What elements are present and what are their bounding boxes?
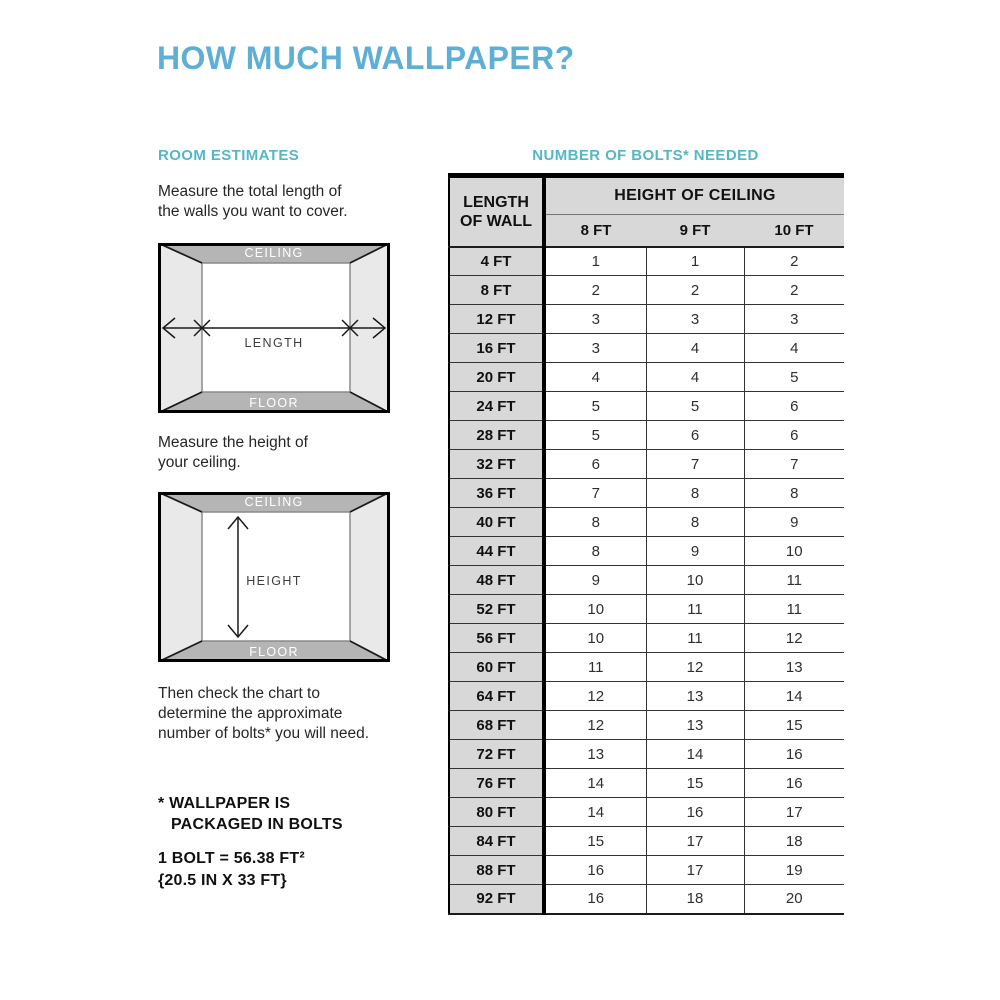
bolts-table	[448, 173, 844, 915]
table-row	[449, 711, 844, 740]
bolts-value-cell: 17	[646, 856, 744, 885]
bolts-table-header	[449, 176, 844, 247]
bolts-value-cell: 8	[544, 508, 646, 537]
table-row	[449, 363, 844, 392]
wall-length-cell: 84 FT	[449, 827, 544, 856]
table-row	[449, 885, 844, 914]
table-row	[449, 798, 844, 827]
step3-line3: number of bolts* you will need.	[158, 725, 370, 742]
bolts-value-cell: 2	[544, 276, 646, 305]
bolts-value-cell: 14	[744, 682, 844, 711]
table-row	[449, 334, 844, 363]
room-estimates-heading: ROOM ESTIMATES	[158, 147, 300, 164]
wall-length-cell: 40 FT	[449, 508, 544, 537]
bolts-value-cell: 9	[544, 566, 646, 595]
bolts-value-cell: 5	[744, 363, 844, 392]
bolt-dimensions-line: {20.5 IN X 33 FT}	[158, 872, 287, 889]
bolts-value-cell: 10	[544, 624, 646, 653]
bolts-value-cell: 6	[744, 421, 844, 450]
bolts-value-cell: 6	[744, 392, 844, 421]
bolts-value-cell: 3	[744, 305, 844, 334]
bolts-value-cell: 14	[544, 798, 646, 827]
bolts-value-cell: 2	[646, 276, 744, 305]
wall-length-cell: 88 FT	[449, 856, 544, 885]
bolts-value-cell: 16	[744, 740, 844, 769]
bolts-value-cell: 15	[544, 827, 646, 856]
footnote-line1: * WALLPAPER IS	[158, 795, 291, 812]
bolts-value-cell: 16	[646, 798, 744, 827]
step2-text	[158, 433, 308, 473]
table-row	[449, 653, 844, 682]
bolts-value-cell: 5	[544, 421, 646, 450]
table-row	[449, 421, 844, 450]
bolts-value-cell: 16	[544, 885, 646, 914]
wall-length-header-line2: OF WALL	[460, 212, 532, 230]
step2-line1: Measure the height of	[158, 434, 308, 451]
bolts-value-cell: 3	[544, 305, 646, 334]
column-header-10ft: 10 FT	[744, 215, 844, 247]
bolt-area-line: 1 BOLT = 56.38 FT²	[158, 850, 305, 867]
wall-length-cell: 60 FT	[449, 653, 544, 682]
wall-length-cell: 36 FT	[449, 479, 544, 508]
bolts-value-cell: 9	[646, 537, 744, 566]
bolt-size-info	[158, 848, 305, 892]
ceiling-label: CEILING	[244, 246, 304, 260]
bolts-value-cell: 10	[744, 537, 844, 566]
table-row	[449, 827, 844, 856]
wall-length-cell: 4 FT	[449, 247, 544, 276]
table-row	[449, 624, 844, 653]
table-row	[449, 769, 844, 798]
bolts-value-cell: 6	[646, 421, 744, 450]
bolts-value-cell: 11	[646, 624, 744, 653]
height-label: HEIGHT	[246, 574, 302, 588]
table-row	[449, 566, 844, 595]
table-row	[449, 247, 844, 276]
step1-line2: the walls you want to cover.	[158, 203, 348, 220]
step1-text	[158, 182, 348, 222]
bolts-value-cell: 12	[544, 711, 646, 740]
bolts-value-cell: 14	[544, 769, 646, 798]
packaging-footnote	[158, 793, 343, 835]
bolts-value-cell: 4	[646, 334, 744, 363]
floor-label: FLOOR	[249, 396, 299, 410]
bolts-value-cell: 18	[646, 885, 744, 914]
bolts-value-cell: 11	[544, 653, 646, 682]
wall-length-cell: 20 FT	[449, 363, 544, 392]
table-row	[449, 508, 844, 537]
bolts-value-cell: 11	[646, 595, 744, 624]
bolts-value-cell: 2	[744, 276, 844, 305]
bolts-value-cell: 13	[744, 653, 844, 682]
bolts-value-cell: 4	[744, 334, 844, 363]
table-row	[449, 276, 844, 305]
column-header-8ft: 8 FT	[544, 215, 646, 247]
wall-length-cell: 68 FT	[449, 711, 544, 740]
column-header-9ft: 9 FT	[646, 215, 744, 247]
wall-length-cell: 24 FT	[449, 392, 544, 421]
ceiling-label: CEILING	[244, 495, 304, 509]
bolts-value-cell: 4	[544, 363, 646, 392]
bolts-table-section	[448, 173, 844, 915]
wall-length-cell: 48 FT	[449, 566, 544, 595]
bolts-value-cell: 17	[744, 798, 844, 827]
wall-length-cell: 12 FT	[449, 305, 544, 334]
bolts-value-cell: 1	[544, 247, 646, 276]
bolts-value-cell: 14	[646, 740, 744, 769]
bolts-value-cell: 7	[646, 450, 744, 479]
wall-length-header-line1: LENGTH	[463, 193, 529, 211]
wall-length-cell: 92 FT	[449, 885, 544, 914]
bolts-value-cell: 17	[646, 827, 744, 856]
bolts-value-cell: 1	[646, 247, 744, 276]
bolts-value-cell: 15	[744, 711, 844, 740]
bolts-value-cell: 20	[744, 885, 844, 914]
table-row	[449, 856, 844, 885]
length-diagram	[158, 243, 390, 413]
bolts-value-cell: 4	[646, 363, 744, 392]
page-title: HOW MUCH WALLPAPER?	[157, 40, 575, 76]
bolts-value-cell: 5	[646, 392, 744, 421]
bolts-value-cell: 11	[744, 595, 844, 624]
bolts-value-cell: 3	[646, 305, 744, 334]
bolts-value-cell: 2	[744, 247, 844, 276]
table-row	[449, 450, 844, 479]
table-row	[449, 479, 844, 508]
bolts-value-cell: 13	[646, 711, 744, 740]
bolts-value-cell: 7	[744, 450, 844, 479]
floor-label: FLOOR	[249, 645, 299, 659]
wall-length-cell: 64 FT	[449, 682, 544, 711]
step3-text	[158, 684, 369, 744]
bolts-value-cell: 6	[544, 450, 646, 479]
wall-length-header	[449, 176, 544, 247]
wall-length-cell: 8 FT	[449, 276, 544, 305]
step3-line2: determine the approximate	[158, 705, 343, 722]
bolts-value-cell: 12	[744, 624, 844, 653]
bolts-value-cell: 3	[544, 334, 646, 363]
table-row	[449, 537, 844, 566]
bolts-value-cell: 13	[646, 682, 744, 711]
bolts-value-cell: 10	[544, 595, 646, 624]
bolts-value-cell: 18	[744, 827, 844, 856]
footnote-line2: PACKAGED IN BOLTS	[171, 816, 343, 833]
bolts-value-cell: 9	[744, 508, 844, 537]
wall-length-cell: 44 FT	[449, 537, 544, 566]
height-diagram	[158, 492, 390, 662]
wall-length-cell: 32 FT	[449, 450, 544, 479]
bolts-value-cell: 8	[646, 479, 744, 508]
bolts-value-cell: 12	[544, 682, 646, 711]
bolts-table-body	[449, 247, 844, 914]
bolts-value-cell: 10	[646, 566, 744, 595]
wall-length-cell: 76 FT	[449, 769, 544, 798]
wall-length-cell: 16 FT	[449, 334, 544, 363]
bolts-value-cell: 8	[544, 537, 646, 566]
bolts-value-cell: 8	[646, 508, 744, 537]
bolts-value-cell: 7	[544, 479, 646, 508]
wall-length-cell: 28 FT	[449, 421, 544, 450]
table-row	[449, 392, 844, 421]
table-row	[449, 682, 844, 711]
length-label: LENGTH	[244, 336, 304, 350]
step3-line1: Then check the chart to	[158, 685, 320, 702]
table-row	[449, 740, 844, 769]
bolts-value-cell: 15	[646, 769, 744, 798]
bolts-value-cell: 16	[544, 856, 646, 885]
bolts-value-cell: 16	[744, 769, 844, 798]
room-perspective-drawing	[158, 243, 390, 413]
step1-line1: Measure the total length of	[158, 183, 342, 200]
wall-length-cell: 56 FT	[449, 624, 544, 653]
bolts-value-cell: 8	[744, 479, 844, 508]
bolts-value-cell: 5	[544, 392, 646, 421]
ceiling-height-header: HEIGHT OF CEILING	[544, 176, 844, 215]
bolts-value-cell: 13	[544, 740, 646, 769]
wall-length-cell: 52 FT	[449, 595, 544, 624]
step2-line2: your ceiling.	[158, 454, 241, 471]
bolts-value-cell: 19	[744, 856, 844, 885]
bolts-needed-heading: NUMBER OF BOLTS* NEEDED	[532, 147, 759, 164]
wall-length-cell: 80 FT	[449, 798, 544, 827]
bolts-value-cell: 11	[744, 566, 844, 595]
table-row	[449, 595, 844, 624]
wall-length-cell: 72 FT	[449, 740, 544, 769]
bolts-value-cell: 12	[646, 653, 744, 682]
table-row	[449, 305, 844, 334]
